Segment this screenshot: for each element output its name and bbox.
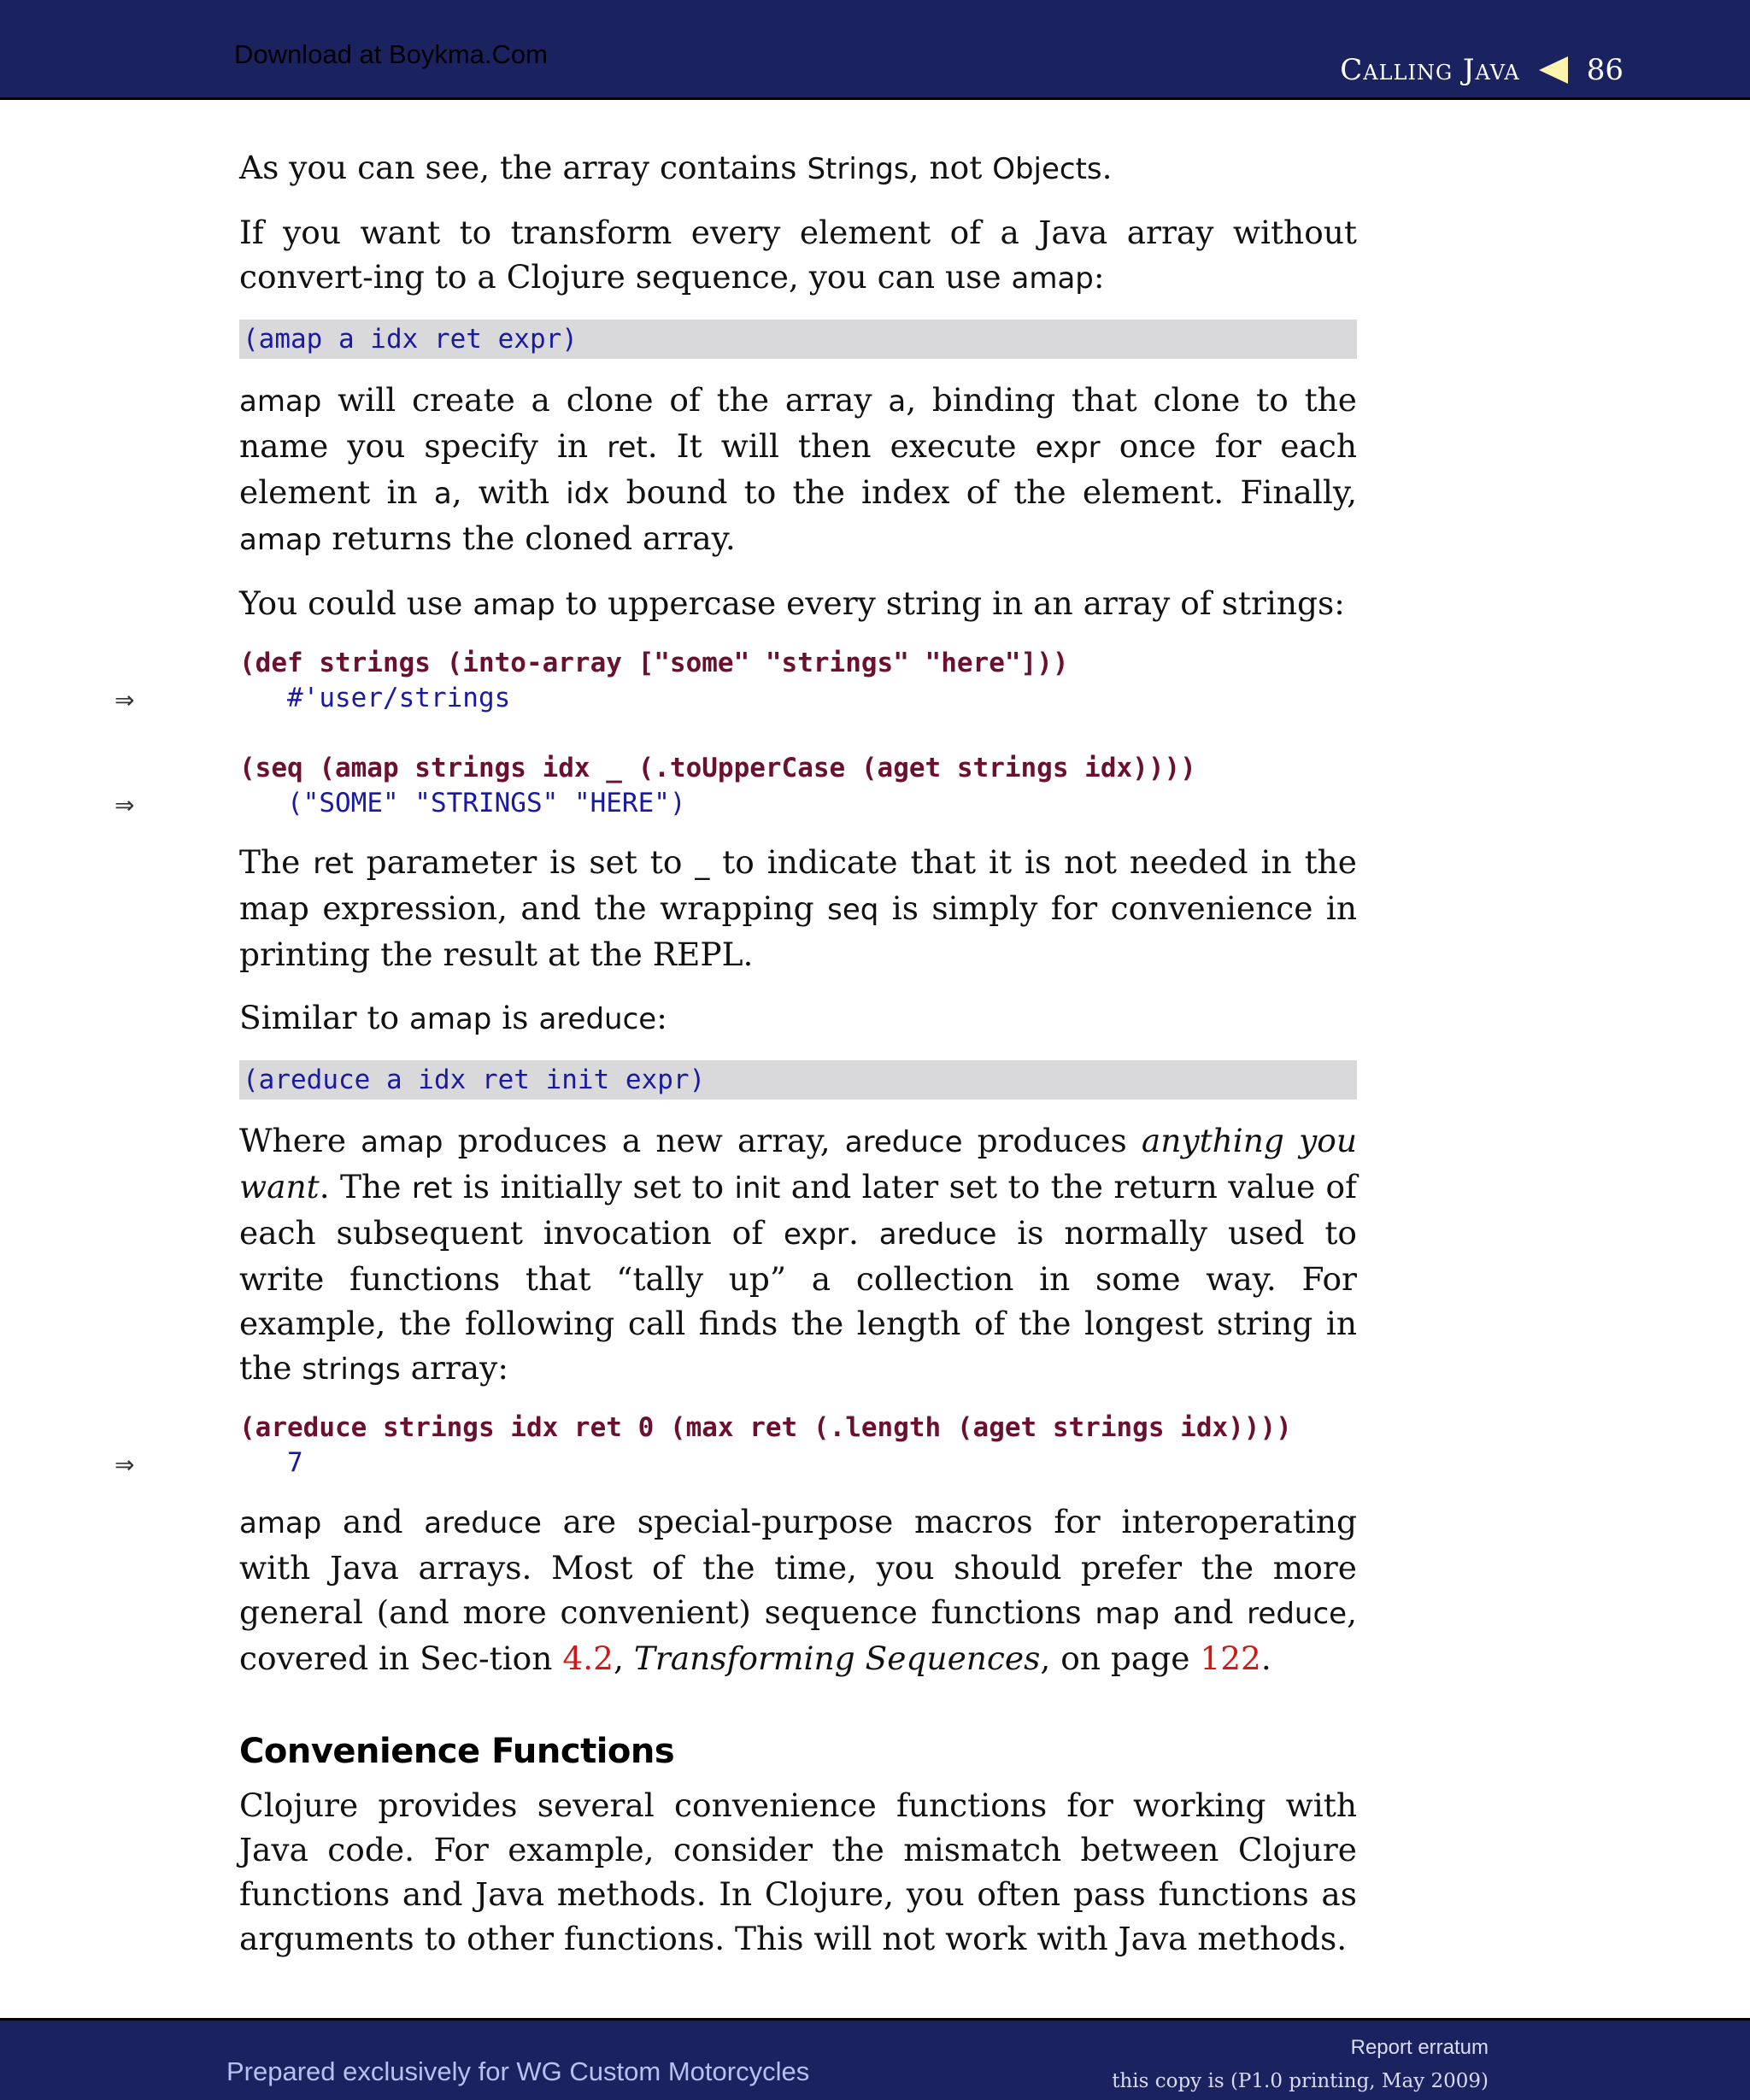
copy-info: this copy is (P1.0 printing, May 2009) xyxy=(1112,2070,1489,2092)
text: . The xyxy=(319,1168,412,1205)
inline-code: amap xyxy=(361,1125,443,1159)
page-link[interactable]: 122 xyxy=(1200,1640,1261,1677)
page-body xyxy=(115,145,1358,1980)
inline-code: amap xyxy=(1011,261,1094,296)
paragraph xyxy=(239,1118,1357,1392)
inline-code: amap xyxy=(239,384,322,419)
code-example xyxy=(115,1411,1357,1481)
code-signature-areduce: (areduce a idx ret init expr) xyxy=(239,1060,1357,1100)
text: . It will then execute xyxy=(647,427,1036,465)
text: Similar to xyxy=(239,999,409,1036)
download-note: Download at Boykma.Com xyxy=(234,39,548,69)
text: : xyxy=(656,999,667,1036)
text: is initially set to xyxy=(452,1168,735,1205)
text: , binding that clone to the name you specify in xyxy=(239,381,1357,465)
inline-code: expr xyxy=(783,1217,849,1252)
text: produces a new array, xyxy=(443,1122,845,1159)
code-output-line xyxy=(115,786,1357,821)
text: , covered in Sec-tion xyxy=(239,1593,1357,1677)
inline-code: init xyxy=(734,1171,781,1205)
paragraph xyxy=(239,378,1357,562)
code-input-line: (seq (amap strings idx _ (.toUpperCase (aget strings idx)))) xyxy=(239,753,1196,783)
code-output-line xyxy=(115,1446,1357,1481)
inline-code: idx xyxy=(566,477,610,511)
text: is simply for convenience in printing the result at the REPL. xyxy=(239,889,1358,973)
text: . xyxy=(848,1214,879,1252)
result-arrow-icon: ⇒ xyxy=(115,791,135,819)
emphasis: anything you want xyxy=(239,1122,1357,1205)
section-link[interactable]: 4.2 xyxy=(562,1640,614,1677)
code-output-text: ("SOME" "STRINGS" "HERE") xyxy=(287,788,686,818)
paragraph xyxy=(239,1499,1357,1681)
text: , xyxy=(613,1640,634,1677)
inline-code: amap xyxy=(473,588,555,622)
inline-code: Objects xyxy=(992,152,1102,186)
paragraph xyxy=(239,210,1357,301)
paragraph xyxy=(239,995,1357,1041)
code-signature-amap: (amap a idx ret expr) xyxy=(239,320,1357,359)
text: once for each element in xyxy=(239,427,1357,511)
text: As you can see, the array contains xyxy=(239,149,807,186)
code-output-text: #'user/strings xyxy=(287,683,511,713)
page-number: 86 xyxy=(1586,53,1624,87)
text: will create a clone of the array xyxy=(321,381,889,419)
text: . xyxy=(1260,1640,1271,1677)
report-erratum-link[interactable]: Report erratum xyxy=(1350,2036,1489,2059)
running-title: Calling Java xyxy=(1340,53,1520,87)
page-footer xyxy=(0,2018,1750,2100)
text: and xyxy=(321,1503,425,1540)
code-output-text: 7 xyxy=(287,1447,303,1478)
inline-code: expr xyxy=(1035,431,1101,465)
inline-code: amap xyxy=(409,1002,492,1036)
spacer xyxy=(239,716,1357,751)
inline-code: Strings xyxy=(807,152,909,186)
section-heading: Convenience Functions xyxy=(239,1732,675,1771)
text: You could use xyxy=(239,584,473,622)
text: to uppercase every string in an array of strings: xyxy=(555,584,1345,622)
code-example xyxy=(115,646,1357,821)
result-arrow-icon: ⇒ xyxy=(115,686,135,714)
inline-code: areduce xyxy=(844,1125,963,1159)
inline-code: _ xyxy=(695,847,710,881)
text: and xyxy=(1160,1593,1248,1631)
paragraph xyxy=(239,581,1357,627)
paragraph: Clojure provides several convenience functions for working with Java code. For example, consider the mismatch between Clojure functions and Java methods. In Clojure, you often pass functions as arguments to other functions. This will not work with Java methods. xyxy=(239,1786,1357,1957)
inline-code: reduce xyxy=(1247,1597,1348,1631)
inline-code: amap xyxy=(239,523,322,557)
inline-code: ret xyxy=(313,847,354,881)
text: returns the cloned array. xyxy=(321,519,736,557)
text: are special-purpose macros for interoperating with Java arrays. Most of the time, you should prefer the more general (and more convenient) sequence functions xyxy=(239,1503,1358,1631)
text: array: xyxy=(400,1349,508,1387)
text: : xyxy=(1093,258,1105,296)
result-arrow-icon: ⇒ xyxy=(115,1451,135,1479)
text: bound to the index of the element. Finally, xyxy=(609,473,1357,511)
inline-code: a xyxy=(888,384,907,419)
text: . xyxy=(1101,149,1113,186)
inline-code: ret xyxy=(411,1171,453,1205)
inline-code: ret xyxy=(607,431,648,465)
code-output-line xyxy=(115,681,1357,716)
text: is normally used to write functions that “tally up” a collection in some way. For example, the following call finds the length of the longest string in the xyxy=(239,1214,1358,1387)
text: Where xyxy=(239,1122,361,1159)
paragraph xyxy=(239,840,1357,977)
inline-code: seq xyxy=(827,893,879,927)
back-arrow-icon[interactable] xyxy=(1539,56,1568,84)
text: , not xyxy=(908,149,993,186)
text: If you want to transform every element of a Java array without convert-ing to a Clojure sequence, you can use xyxy=(239,214,1357,296)
inline-code: a xyxy=(433,477,452,511)
text: to indicate that it is not needed in the map expression, and the wrapping xyxy=(239,843,1357,927)
code-input-line: (def strings (into-array ["some" "strings" "here"])) xyxy=(239,648,1069,678)
paragraph xyxy=(239,145,1357,191)
text: is xyxy=(491,999,539,1036)
inline-code: areduce xyxy=(538,1002,657,1036)
inline-code: strings xyxy=(302,1352,401,1387)
inline-code: amap xyxy=(239,1506,322,1540)
inline-code: areduce xyxy=(424,1506,542,1540)
text: The xyxy=(239,843,314,881)
prepared-for-note: Prepared exclusively for WG Custom Motorcycles xyxy=(226,2056,810,2086)
code-input-line: (areduce strings idx ret 0 (max ret (.length (aget strings idx)))) xyxy=(239,1412,1292,1443)
text: produces xyxy=(962,1122,1142,1159)
inline-code: map xyxy=(1095,1597,1160,1631)
text: parameter is set to xyxy=(353,843,696,881)
page-header xyxy=(0,0,1750,100)
text: and later set to the return value of each subsequent invocation of xyxy=(239,1168,1358,1252)
inline-code: areduce xyxy=(878,1217,997,1252)
running-head xyxy=(1340,53,1624,87)
text: , on page xyxy=(1040,1640,1201,1677)
emphasis: Transforming Sequences xyxy=(633,1640,1041,1677)
text: , with xyxy=(451,473,567,511)
